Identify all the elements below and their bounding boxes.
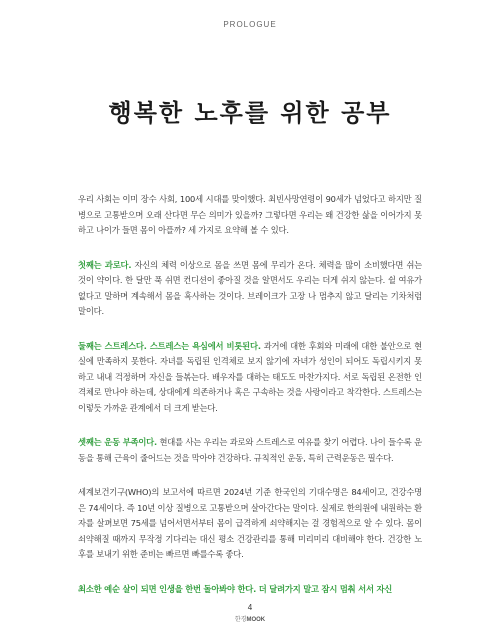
paragraph-lead: 첫째는 과로다. xyxy=(78,259,132,270)
paragraph-text: 과거에 대한 후회와 미래에 대한 불안으로 현실에 만족하지 못한다. 자녀를 독립된 인격체로 보지 않기에 자녀가 성인이 되어도 독립시키지 못하고 내내 걱정하며 자신을 들볶는다. 배우자를 대하는 태도도 마찬가지다. 서로 독립된 온전한 인격체로 만나야 하는데, 상대에게 의존하거나 혹은 구속하는 것을 사랑이라고 착각한다. 스트레스는 이렇듯 가까운 관계에서 더 크게 받는다. xyxy=(78,340,422,413)
paragraph-lead: 셋째는 운동 부족이다. xyxy=(78,437,157,447)
brand-prefix: 한경 xyxy=(234,617,247,623)
paragraph-text: 우리 사회는 이미 장수 사회, 100세 시대를 맞이했다. 최빈사망연령이 90세가 넘었다고 하지만 질병으로 고통받으며 오래 산다면 무슨 의미가 있을까? 그렇다면 우리는 왜 건강한 삶을 이어가지 못하고 나이가 들면 몸이 아플까? 세 가지로 요약해 볼 수 있다. xyxy=(78,194,422,235)
paragraph-text: 현대를 사는 우리는 과로와 스트레스로 여유를 찾기 어렵다. 나이 들수록 운동을 통해 근육이 줄어드는 것을 막아야 건강하다. 규칙적인 운동, 특히 근력운동은 필수다. xyxy=(78,437,422,463)
paragraph-exercise xyxy=(78,435,422,466)
section-label: PROLOGUE xyxy=(223,20,277,29)
paragraph-text: 자신의 체력 이상으로 몸을 쓰면 몸에 무리가 온다. 체력을 많이 소비했다면 쉬는 것이 약이다. 한 달만 푹 쉬면 컨디션이 좋아질 것을 알면서도 우리는 더게 쉬지 않는다. 쉴 여유가 없다고 말하며 계속해서 몸을 혹사하는 것이다. 브레이크가 고장 나 멈추지 않고 달리는 기차처럼 말이다. xyxy=(78,259,422,316)
page-footer xyxy=(0,603,500,623)
paragraph-reflection xyxy=(78,582,422,598)
paragraph-lead: 둘째는 스트레스다. 스트레스는 욕심에서 비롯된다. xyxy=(78,340,261,351)
paragraph-who-report xyxy=(78,485,422,563)
paragraph-overwork xyxy=(78,258,422,320)
body-text xyxy=(78,192,422,616)
publisher-brand xyxy=(0,614,500,623)
page-number: 4 xyxy=(247,603,253,612)
paragraph-stress xyxy=(78,339,422,417)
paragraph-text: 세계보건기구(WHO)의 보고서에 따르면 2024년 기준 한국인의 기대수명은 84세이고, 건강수명은 74세이다. 즉 10년 이상 질병으로 고통받으며 살아간다는 말이다. 실제로 한의원에 내원하는 환자를 살펴보면 75세를 넘어서면서부터 몸이 급격하게 쇠약해지는 걸 경험적으로 알 수 있다. 몸이 쇠약해질 때까지 무작정 기다리는 대신 평소 건강관리를 통해 미리미리 대비해야 한다. 건강한 노후를 보내기 위한 준비는 빠르면 빠를수록 좋다. xyxy=(78,487,422,559)
paragraph-intro xyxy=(78,192,422,239)
paragraph-lead: 최소한 예순 살이 되면 인생을 한번 돌아봐야 한다. 더 달려가지 말고 잠시 멈춰 서서 자신 xyxy=(78,583,393,594)
brand-name: MOOK xyxy=(246,617,266,623)
page-title: 행복한 노후를 위한 공부 xyxy=(108,99,392,127)
